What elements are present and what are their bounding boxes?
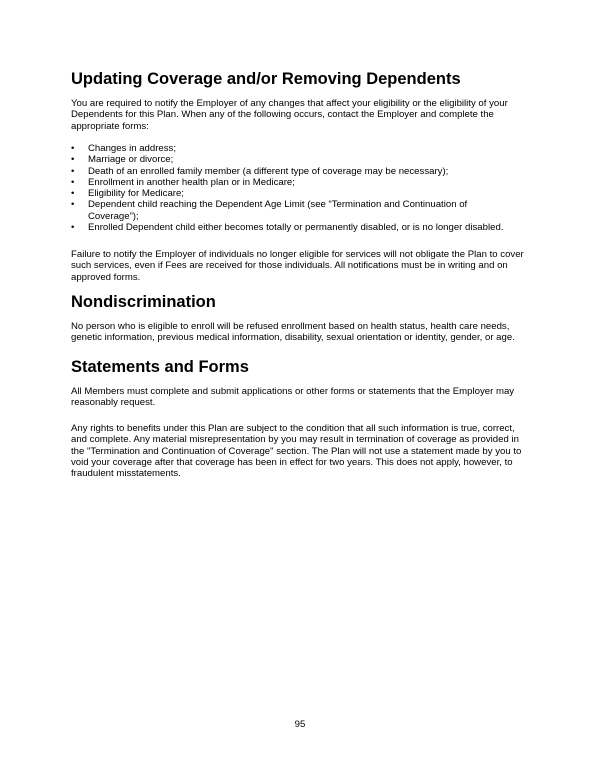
page-number: 95: [294, 719, 306, 730]
list-item: • Dependent child reaching the Dependent Age Limit (see “Termination and Continuation of Coverage”);: [71, 199, 468, 222]
list-item: • Eligibility for Medicare;: [71, 188, 184, 200]
list-item: • Changes in address;: [71, 143, 176, 154]
list-item: • Marriage or divorce;: [71, 154, 174, 166]
bullet-icon: •: [71, 143, 75, 154]
nondiscrimination-paragraph: No person who is eligible to enroll will be refused enrollment based on health status, health care needs, genetic information, previous medical information, disability, sexual orientation or identity, gender, or age.: [71, 321, 515, 344]
statements-forms-paragraph-1: All Members must complete and submit applications or other forms or statements that the Employer may reasonably request.: [71, 386, 515, 409]
bullet-icon: •: [71, 199, 75, 211]
bullet-icon: •: [71, 222, 75, 234]
change-events-list: [71, 143, 533, 233]
bullet-icon: •: [71, 176, 75, 188]
list-item: • Enrollment in another health plan or in Medicare;: [71, 176, 295, 188]
statements-forms-paragraph-2: Any rights to benefits under this Plan are subject to the condition that all such information is true, correct, and complete. Any material misrepresentation by you may result in termination of coverage as provided in the "Termination and Continuation of Coverage" section. The Plan will not use a statement made by you to void your coverage after that coverage has been in effect for two years. This does not apply, however, to fraudulent misstatements.: [71, 423, 522, 480]
list-item: • Death of an enrolled family member (a different type of coverage may be necessary);: [71, 165, 449, 177]
updating-coverage-closing: Failure to notify the Employer of individuals no longer eligible for services will not obligate the Plan to cover such services, even if Fees are received for those individuals. All notifications must be in writing and on approved forms.: [71, 249, 524, 283]
updating-coverage-intro: You are required to notify the Employer of any changes that affect your eligibility or the eligibility of your Dependents for this Plan. When any of the following occurs, contact the Employer and complete the appropriate forms:: [71, 98, 508, 132]
bullet-icon: •: [71, 188, 75, 200]
list-item: • Enrolled Dependent child either becomes totally or permanently disabled, or is no longer disabled.: [71, 222, 504, 234]
section-heading-nondiscrimination: Nondiscrimination: [71, 293, 216, 311]
bullet-icon: •: [71, 165, 75, 177]
section-heading-statements-forms: Statements and Forms: [71, 358, 249, 376]
bullet-icon: •: [71, 154, 75, 166]
section-heading-updating-coverage: Updating Coverage and/or Removing Dependents: [71, 70, 461, 88]
